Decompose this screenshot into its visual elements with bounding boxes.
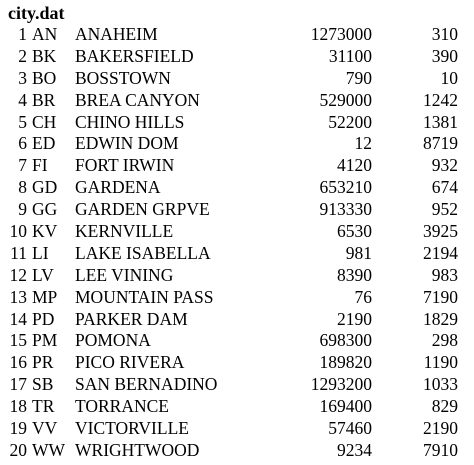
city-code: MP <box>32 286 58 307</box>
row-number: 12 <box>9 264 27 285</box>
city-value: 2194 <box>423 242 458 263</box>
city-code: TR <box>32 396 55 417</box>
city-name: FORT IRWIN <box>75 155 175 176</box>
table-row <box>0 374 474 396</box>
city-population: 57460 <box>328 418 372 439</box>
city-code: BO <box>32 67 57 88</box>
city-code: PR <box>32 352 54 373</box>
city-population: 9234 <box>337 439 372 460</box>
city-code: WW <box>32 439 66 460</box>
row-number: 15 <box>9 330 27 351</box>
city-name: LAKE ISABELLA <box>75 242 211 263</box>
row-number: 17 <box>9 374 27 395</box>
city-population: 653210 <box>319 177 372 198</box>
city-population: 31100 <box>328 45 372 66</box>
city-value: 952 <box>431 199 458 220</box>
city-code: FI <box>32 155 48 176</box>
city-name: SAN BERNADINO <box>75 374 218 395</box>
city-value: 1242 <box>423 89 458 110</box>
city-population: 76 <box>354 286 372 307</box>
city-value: 1190 <box>423 352 458 373</box>
row-number: 16 <box>9 352 27 373</box>
city-name: TORRANCE <box>75 396 169 417</box>
city-name: MOUNTAIN PASS <box>75 286 214 307</box>
city-population: 8390 <box>337 264 372 285</box>
city-value: 390 <box>431 45 458 66</box>
row-number: 8 <box>18 177 27 198</box>
table-row <box>0 396 474 418</box>
city-value: 2190 <box>423 418 458 439</box>
city-name: BOSSTOWN <box>75 67 171 88</box>
city-code: PM <box>32 330 58 351</box>
table-row <box>0 68 474 90</box>
city-code: AN <box>32 24 58 44</box>
city-value: 7190 <box>423 286 458 307</box>
row-number: 13 <box>9 286 27 307</box>
row-number: 10 <box>9 221 27 242</box>
city-value: 983 <box>431 264 458 285</box>
city-value: 1033 <box>423 374 458 395</box>
row-number: 19 <box>9 418 27 439</box>
city-name: PICO RIVERA <box>75 352 185 373</box>
city-code: BR <box>32 89 56 110</box>
table-row <box>0 352 474 374</box>
city-name: CHINO HILLS <box>75 111 185 132</box>
table-row <box>0 177 474 199</box>
table-row <box>0 418 474 440</box>
city-name: POMONA <box>75 330 151 351</box>
city-value: 3925 <box>423 221 458 242</box>
row-number: 9 <box>18 199 27 220</box>
city-value: 674 <box>431 177 458 198</box>
city-population: 52200 <box>328 111 372 132</box>
city-name: GARDENA <box>75 177 161 198</box>
city-value: 1829 <box>423 308 458 329</box>
city-code: ED <box>32 133 56 154</box>
city-code: VV <box>32 418 58 439</box>
row-number: 2 <box>18 45 27 66</box>
city-code: SB <box>32 374 54 395</box>
city-value: 829 <box>431 396 458 417</box>
city-value: 932 <box>431 155 458 176</box>
table-row <box>0 287 474 309</box>
city-code: LV <box>32 264 54 285</box>
city-code: KV <box>32 221 58 242</box>
city-value: 1381 <box>423 111 458 132</box>
city-name: LEE VINING <box>75 264 174 285</box>
city-name: PARKER DAM <box>75 308 188 329</box>
city-population: 189820 <box>319 352 372 373</box>
city-name: VICTORVILLE <box>75 418 189 439</box>
row-number: 14 <box>9 308 27 329</box>
table-row <box>0 265 474 287</box>
table-row <box>0 155 474 177</box>
city-code: BK <box>32 45 57 66</box>
city-population: 790 <box>345 67 372 88</box>
city-value: 310 <box>431 24 458 44</box>
city-code: CH <box>32 111 57 132</box>
city-name: BAKERSFIELD <box>75 45 194 66</box>
table-row <box>0 199 474 221</box>
city-value: 10 <box>440 67 458 88</box>
city-population: 981 <box>345 242 372 263</box>
city-code: GG <box>32 199 58 220</box>
city-name: KERNVILLE <box>75 221 174 242</box>
row-number: 1 <box>18 24 27 44</box>
row-number: 4 <box>18 89 27 110</box>
city-population: 169400 <box>319 396 372 417</box>
row-number: 20 <box>9 439 27 460</box>
table-row <box>0 330 474 352</box>
city-value: 7910 <box>423 439 458 460</box>
city-value: 8719 <box>423 133 458 154</box>
row-number: 6 <box>18 133 27 154</box>
city-name: BREA CANYON <box>75 89 200 110</box>
city-code: GD <box>32 177 58 198</box>
table-row <box>0 221 474 243</box>
table-row <box>0 309 474 331</box>
table-row <box>0 112 474 134</box>
city-code: LI <box>32 242 49 263</box>
city-population: 4120 <box>337 155 372 176</box>
table-row <box>0 133 474 155</box>
table-row <box>0 24 474 46</box>
city-population: 913330 <box>319 199 372 220</box>
city-population: 1293200 <box>310 374 372 395</box>
city-table <box>0 24 474 462</box>
row-number: 7 <box>18 155 27 176</box>
city-population: 529000 <box>319 89 372 110</box>
row-number: 3 <box>18 67 27 88</box>
row-number: 18 <box>9 396 27 417</box>
city-name: EDWIN DOM <box>75 133 179 154</box>
city-value: 298 <box>431 330 458 351</box>
city-code: PD <box>32 308 55 329</box>
row-number: 11 <box>10 242 27 263</box>
city-name: GARDEN GRPVE <box>75 199 210 220</box>
city-population: 2190 <box>337 308 372 329</box>
city-name: ANAHEIM <box>75 24 158 44</box>
table-row <box>0 440 474 462</box>
row-number: 5 <box>18 111 27 132</box>
table-row <box>0 90 474 112</box>
city-population: 698300 <box>319 330 372 351</box>
city-population: 12 <box>354 133 372 154</box>
table-row <box>0 243 474 265</box>
city-population: 1273000 <box>310 24 372 44</box>
city-name: WRIGHTWOOD <box>75 439 200 460</box>
table-row <box>0 46 474 68</box>
document-title: city.dat <box>8 3 65 23</box>
city-population: 6530 <box>337 221 372 242</box>
